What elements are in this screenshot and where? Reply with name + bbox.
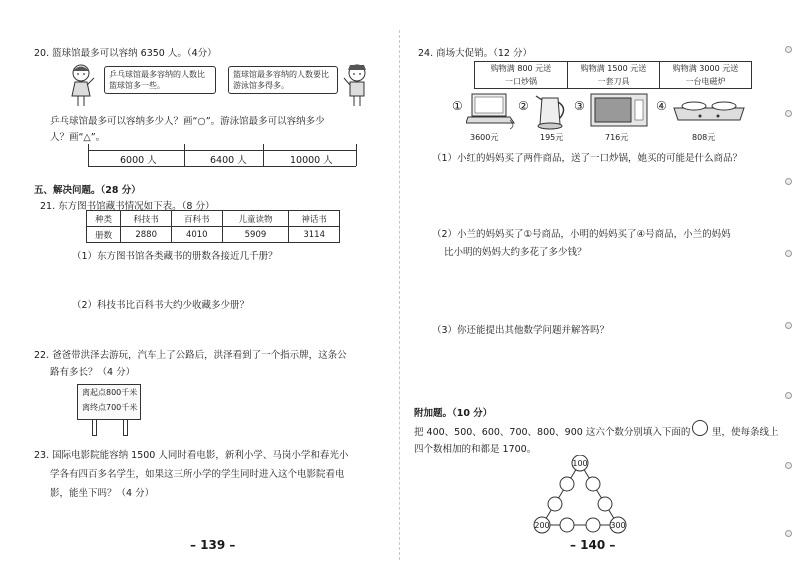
binding-hole xyxy=(785,110,792,117)
q24-sub2-line2: 比小明的妈妈大约多花了多少钱？ xyxy=(444,247,587,258)
table-cell: 3114 xyxy=(289,227,340,243)
binding-hole xyxy=(785,392,792,399)
item-price: 3600元 xyxy=(470,133,499,142)
item-price: 808元 xyxy=(692,133,716,142)
table-cell: 5909 xyxy=(222,227,289,243)
promo-gift: 一台电磁炉 xyxy=(685,77,726,86)
q21-title: 21. 东方图书馆藏书情况如下表。（8 分） xyxy=(40,201,215,212)
section5-title: 五、解决问题。（28 分） xyxy=(34,185,141,196)
microwave-icon xyxy=(590,92,648,130)
promo-box xyxy=(474,61,752,89)
table-header-cell: 儿童读物 xyxy=(222,211,289,227)
item-mark: ① xyxy=(452,99,463,113)
item-mark: ④ xyxy=(656,99,667,113)
number-line-tick xyxy=(356,144,357,166)
table-header-cell: 科技书 xyxy=(121,211,172,227)
ruler-label: 6400 人 xyxy=(210,155,247,166)
laptop-icon xyxy=(466,92,516,130)
q21-sub2: （2）科技书比百科书大约少收藏多少册？ xyxy=(72,300,250,311)
table-cell: 2880 xyxy=(121,227,172,243)
promo-column xyxy=(567,62,659,88)
bonus-line1: 把 400、500、600、700、800、900 这六个数分别填入下面的 xyxy=(414,427,691,438)
page-number-left: – 139 – xyxy=(190,538,236,552)
binding-hole xyxy=(785,250,792,257)
q24-sub3: （3）你还能提出其他数学问题并解答吗？ xyxy=(432,325,610,336)
number-line-tick xyxy=(263,144,264,166)
sign-line: 离终点700千米 xyxy=(82,403,138,412)
number-line-base xyxy=(88,166,356,167)
page-fold-divider xyxy=(399,30,400,560)
table-cell: 4010 xyxy=(171,227,222,243)
puzzle-top-value: 100 xyxy=(572,459,588,468)
girl-speech-bubble: 乒乓球馆最多容纳的人数比篮球馆多一些。 xyxy=(104,66,216,94)
q23-line3: 影，能坐下吗？（4 分） xyxy=(50,488,155,499)
promo-condition: 购物满 800 元送 xyxy=(490,64,552,73)
boy-speech-bubble: 篮球馆最多容纳的人数要比游泳馆多得多。 xyxy=(228,66,338,94)
promo-condition: 购物满 3000 元送 xyxy=(672,64,739,73)
ruler-label: 10000 人 xyxy=(290,155,333,166)
q23-line2: 学各有四百多名学生，如果这三所小学的学生同时进入这个电影院看电 xyxy=(50,469,345,480)
puzzle-right-value: 300 xyxy=(610,521,626,530)
item-price: 716元 xyxy=(605,133,629,142)
q22-line2: 路有多长？（4 分） xyxy=(50,367,136,378)
binding-hole xyxy=(785,178,792,185)
boy-figure-icon xyxy=(342,62,372,108)
gas-stove-icon xyxy=(670,96,748,126)
item-price: 195元 xyxy=(540,133,564,142)
binding-hole xyxy=(785,322,792,329)
item-mark: ③ xyxy=(574,99,585,113)
table-header-cell: 神话书 xyxy=(289,211,340,227)
q24-title: 24. 商场大促销。（12 分） xyxy=(418,48,532,59)
sign-post-left xyxy=(92,420,97,436)
promo-column xyxy=(659,62,751,88)
distance-signpost xyxy=(77,384,141,420)
q20-question-line1: 乒乓球馆最多可以容纳多少人？画“○”。游泳馆最多可以容纳多少 xyxy=(50,116,325,127)
page-number-right: – 140 – xyxy=(570,538,616,552)
blank-circle-example xyxy=(692,420,708,436)
bonus-line1-end: 里，使每条线上 xyxy=(712,427,779,438)
q20-question-line2: 人？画“△”。 xyxy=(50,132,106,143)
promo-gift: 一套刀具 xyxy=(597,77,630,86)
number-line xyxy=(88,150,356,151)
book-table xyxy=(86,210,340,243)
q23-line1: 23. 国际电影院能容纳 1500 人同时看电影，新利小学、马岗小学和春光小 xyxy=(34,450,349,461)
table-header-cell: 种类 xyxy=(87,211,121,227)
binding-hole xyxy=(785,46,792,53)
q20-title: 20. 篮球馆最多可以容纳 6350 人。（4分） xyxy=(34,48,217,59)
item-mark: ② xyxy=(518,99,529,113)
bonus-title: 附加题。（10 分） xyxy=(414,408,493,419)
sign-line: 离起点800千米 xyxy=(82,388,138,397)
promo-gift: 一口炒锅 xyxy=(505,77,537,86)
table-header-cell: 百科书 xyxy=(171,211,222,227)
kettle-icon xyxy=(532,90,572,130)
table-row xyxy=(87,227,340,243)
ruler-label: 6000 人 xyxy=(120,155,157,166)
q24-sub2-line1: （2）小兰的妈妈买了①号商品，小明的妈妈买了④号商品，小兰的妈妈 xyxy=(432,229,731,240)
q22-line1: 22. 爸爸带洪泽去游玩，汽车上了公路后，洪泽看到了一个指示牌，这条公 xyxy=(34,350,347,361)
promo-column xyxy=(475,62,567,88)
bonus-line2: 四个数相加的和都是 1700。 xyxy=(414,444,537,455)
sign-post-right xyxy=(123,420,128,436)
q21-sub1: （1）东方图书馆各类藏书的册数各接近几千册？ xyxy=(72,251,278,262)
puzzle-left-value: 200 xyxy=(534,521,550,530)
number-line-tick xyxy=(184,144,185,166)
table-row xyxy=(87,211,340,227)
table-cell: 册数 xyxy=(87,227,121,243)
binding-hole xyxy=(785,530,792,537)
q24-sub1: （1）小红的妈妈买了两件商品，送了一口炒锅，她买的可能是什么商品？ xyxy=(432,153,743,164)
girl-figure-icon xyxy=(66,62,96,108)
promo-condition: 购物满 1500 元送 xyxy=(580,64,647,73)
number-line-tick xyxy=(88,144,89,166)
binding-hole xyxy=(785,462,792,469)
